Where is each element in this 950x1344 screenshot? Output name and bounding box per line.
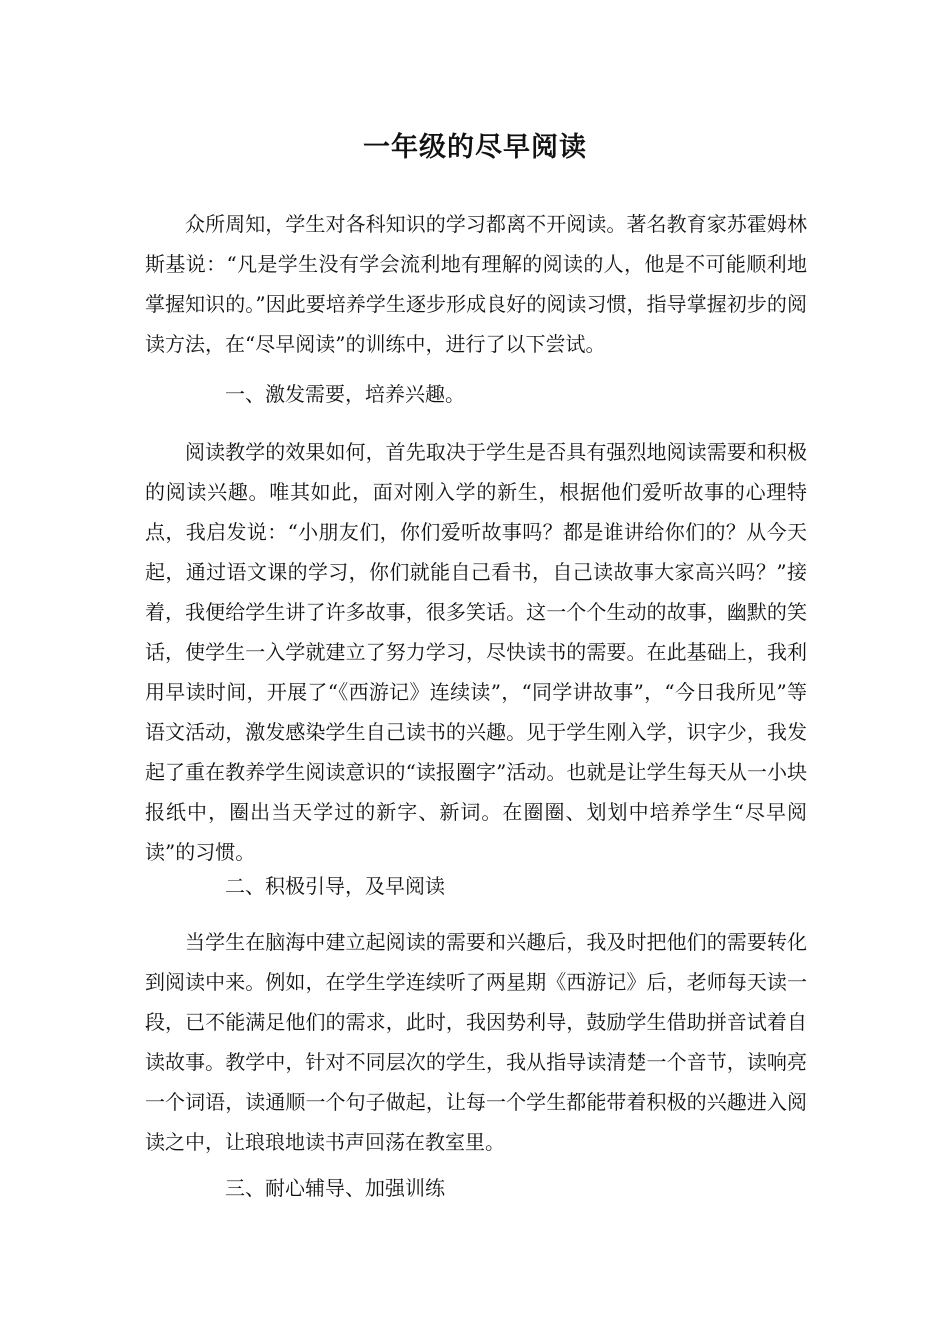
section-1-heading: 一、激发需要，培养兴趣。 xyxy=(225,382,465,406)
section-2-paragraph: 当学生在脑海中建立起阅读的需要和兴趣后，我及时把他们的需要转化到阅读中来。例如，在学生学连续听了两星期《西游记》后，老师每天读一段，已不能满足他们的需求，此时，我因势利导，鼓励学生借助拼音试着自读故事。教学中，针对不同层次的学生，我从指导读清楚一个音节，读响亮一个词语，读通顺一个句子做起，让每一个学生都能带着积极的兴趣进入阅读之中，让琅琅地读书声回荡在教室里。 xyxy=(145,930,807,1154)
section-1-paragraph: 阅读教学的效果如何，首先取决于学生是否具有强烈地阅读需要和积极的阅读兴趣。唯其如此，面对刚入学的新生，根据他们爱听故事的心理特点，我启发说：“小朋友们，你们爱听故事吗？都是谁讲给你们的？从今天起，通过语文课的学习，你们就能自己看书，自己读故事大家高兴吗？”接着，我便给学生讲了许多故事，很多笑话。这一个个生动的故事，幽默的笑话，使学生一入学就建立了努力学习，尽快读书的需要。在此基础上，我利用早读时间，开展了“《西游记》连续读”，“同学讲故事”，“今日我所见”等语文活动，激发感染学生自己读书的兴趣。见于学生刚入学，识字少，我发起了重在教养学生阅读意识的“读报圈字”活动。也就是让学生每天从一小块报纸中，圈出当天学过的新字、新词。在圈圈、划划中培养学生“尽早阅读”的习惯。 xyxy=(145,440,807,864)
document-title: 一年级的尽早阅读 xyxy=(363,132,587,163)
intro-paragraph: 众所周知，学生对各科知识的学习都离不开阅读。著名教育家苏霍姆林斯基说：“凡是学生没有学会流利地有理解的阅读的人，他是不可能顺利地掌握知识的。”因此要培养学生逐步形成良好的阅读习惯，指导掌握初步的阅读方法，在“尽早阅读”的训练中，进行了以下尝试。 xyxy=(145,212,807,356)
section-2-heading: 二、积极引导，及早阅读 xyxy=(225,874,445,898)
section-3-heading: 三、耐心辅导、加强训练 xyxy=(225,1176,445,1200)
